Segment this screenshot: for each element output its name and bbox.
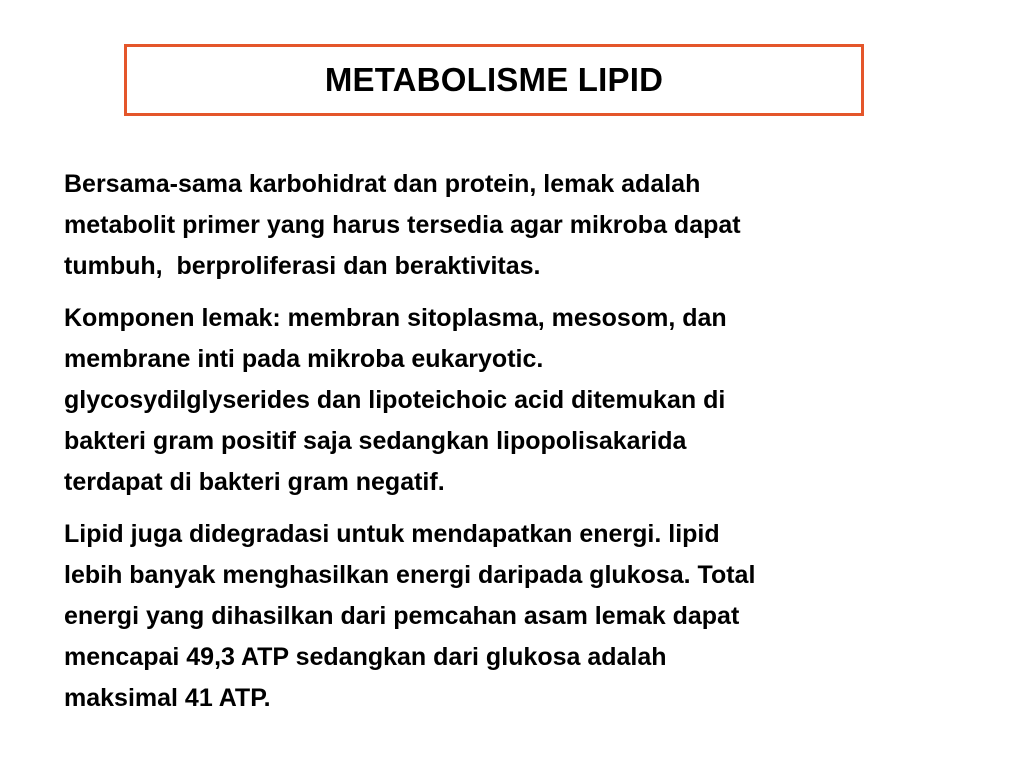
text-line: Bersama-sama karbohidrat dan protein, lemak adalah <box>64 170 701 198</box>
paragraph-3 <box>64 514 954 719</box>
text-line: maksimal 41 ATP. <box>64 684 271 712</box>
title-box <box>124 44 864 116</box>
text-line: glycosydilglyserides dan lipoteichoic acid ditemukan di <box>64 386 726 414</box>
text-line: Komponen lemak: membran sitoplasma, mesosom, dan <box>64 304 727 332</box>
text-line: Lipid juga didegradasi untuk mendapatkan energi. lipid <box>64 520 720 548</box>
text-line: energi yang dihasilkan dari pemcahan asam lemak dapat <box>64 602 740 630</box>
text-line: tumbuh, berproliferasi dan beraktivitas. <box>64 252 541 280</box>
text-line: lebih banyak menghasilkan energi daripada glukosa. Total <box>64 561 756 589</box>
text-line: bakteri gram positif saja sedangkan lipopolisakarida <box>64 427 687 455</box>
paragraph-2 <box>64 298 954 503</box>
text-line: membrane inti pada mikroba eukaryotic. <box>64 345 544 373</box>
text-line: metabolit primer yang harus tersedia agar mikroba dapat <box>64 211 741 239</box>
text-line: mencapai 49,3 ATP sedangkan dari glukosa adalah <box>64 643 667 671</box>
text-line: terdapat di bakteri gram negatif. <box>64 468 445 496</box>
slide-title: METABOLISME LIPID <box>324 61 664 98</box>
paragraph-1 <box>64 164 954 287</box>
slide-body <box>64 164 954 730</box>
